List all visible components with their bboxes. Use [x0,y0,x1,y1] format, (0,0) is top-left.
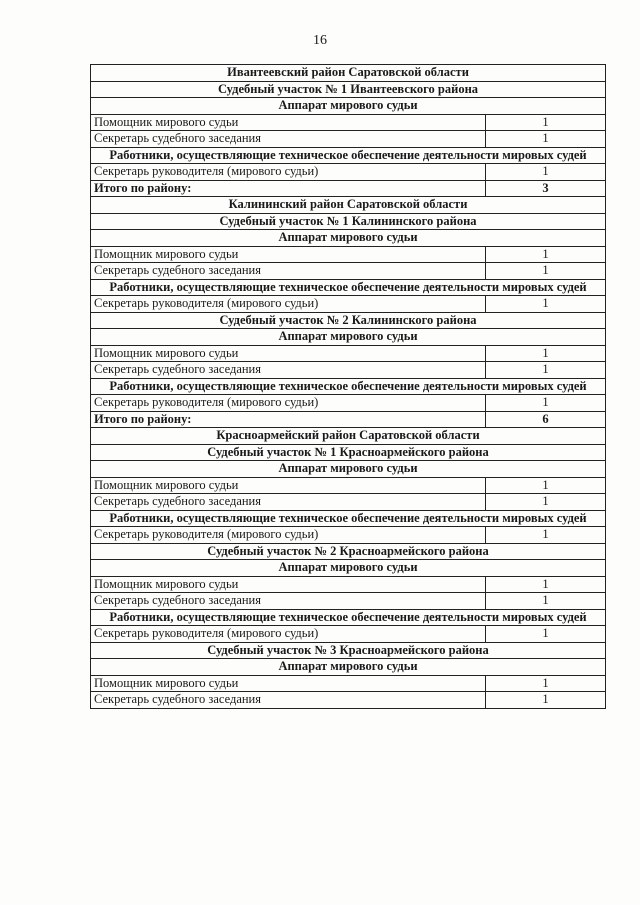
section-heading: Судебный участок № 2 Калининского района [91,312,606,329]
position-row [91,395,606,412]
position-count: 1 [486,395,606,412]
section-heading: Калининский район Саратовской области [91,197,606,214]
position-label: Помощник мирового судьи [91,114,486,131]
section-heading: Судебный участок № 1 Красноармейского района [91,444,606,461]
section-heading: Красноармейский район Саратовской области [91,428,606,445]
section-heading-row [91,378,606,395]
section-heading-row [91,560,606,577]
section-heading: Работники, осуществляющие техническое обеспечение деятельности мировых судей [91,279,606,296]
position-label: Секретарь судебного заседания [91,593,486,610]
position-count: 1 [486,362,606,379]
position-count: 1 [486,345,606,362]
section-heading-row [91,147,606,164]
section-heading-row [91,213,606,230]
district-total-row [91,411,606,428]
section-heading-row [91,642,606,659]
position-count: 1 [486,246,606,263]
section-heading-row [91,659,606,676]
position-label: Помощник мирового судьи [91,345,486,362]
position-count: 1 [486,131,606,148]
position-row [91,675,606,692]
position-row [91,494,606,511]
position-row [91,114,606,131]
section-heading-row [91,98,606,115]
section-heading-row [91,543,606,560]
staff-table-body [91,65,606,709]
section-heading: Судебный участок № 2 Красноармейского района [91,543,606,560]
position-count: 1 [486,593,606,610]
position-label: Секретарь судебного заседания [91,131,486,148]
position-label: Помощник мирового судьи [91,246,486,263]
section-heading: Аппарат мирового судьи [91,461,606,478]
position-label: Секретарь судебного заседания [91,494,486,511]
section-heading: Аппарат мирового судьи [91,659,606,676]
position-row [91,626,606,643]
position-row [91,527,606,544]
position-count: 1 [486,114,606,131]
section-heading: Ивантеевский район Саратовской области [91,65,606,82]
section-heading: Работники, осуществляющие техническое обеспечение деятельности мировых судей [91,609,606,626]
section-heading-row [91,428,606,445]
position-label: Помощник мирового судьи [91,477,486,494]
position-label: Секретарь руководителя (мирового судьи) [91,527,486,544]
page-number: 16 [313,33,327,48]
position-label: Помощник мирового судьи [91,675,486,692]
section-heading-row [91,510,606,527]
section-heading: Аппарат мирового судьи [91,560,606,577]
position-row [91,131,606,148]
section-heading-row [91,230,606,247]
position-label: Секретарь судебного заседания [91,263,486,280]
section-heading-row [91,461,606,478]
position-label: Помощник мирового судьи [91,576,486,593]
position-label: Секретарь руководителя (мирового судьи) [91,626,486,643]
section-heading: Судебный участок № 1 Калининского района [91,213,606,230]
section-heading-row [91,329,606,346]
position-count: 1 [486,494,606,511]
staff-table [90,64,606,709]
position-count: 1 [486,164,606,181]
position-count: 1 [486,527,606,544]
section-heading: Судебный участок № 1 Ивантеевского района [91,81,606,98]
position-count: 1 [486,675,606,692]
position-row [91,164,606,181]
section-heading-row [91,65,606,82]
position-count: 1 [486,263,606,280]
section-heading-row [91,279,606,296]
position-count: 1 [486,692,606,709]
position-row [91,345,606,362]
position-row [91,263,606,280]
position-row [91,246,606,263]
section-heading: Аппарат мирового судьи [91,98,606,115]
position-label: Секретарь судебного заседания [91,362,486,379]
section-heading-row [91,609,606,626]
position-label: Секретарь судебного заседания [91,692,486,709]
section-heading: Аппарат мирового судьи [91,230,606,247]
position-row [91,692,606,709]
total-value: 6 [486,411,606,428]
position-count: 1 [486,477,606,494]
section-heading: Работники, осуществляющие техническое обеспечение деятельности мировых судей [91,378,606,395]
section-heading: Аппарат мирового судьи [91,329,606,346]
section-heading: Судебный участок № 3 Красноармейского района [91,642,606,659]
section-heading: Работники, осуществляющие техническое обеспечение деятельности мировых судей [91,510,606,527]
position-row [91,362,606,379]
total-label: Итого по району: [91,180,486,197]
position-label: Секретарь руководителя (мирового судьи) [91,395,486,412]
section-heading-row [91,197,606,214]
total-value: 3 [486,180,606,197]
position-count: 1 [486,576,606,593]
position-row [91,296,606,313]
total-label: Итого по району: [91,411,486,428]
district-total-row [91,180,606,197]
section-heading-row [91,81,606,98]
position-row [91,477,606,494]
position-label: Секретарь руководителя (мирового судьи) [91,296,486,313]
section-heading: Работники, осуществляющие техническое обеспечение деятельности мировых судей [91,147,606,164]
position-count: 1 [486,296,606,313]
section-heading-row [91,312,606,329]
section-heading-row [91,444,606,461]
position-row [91,576,606,593]
position-count: 1 [486,626,606,643]
position-row [91,593,606,610]
position-label: Секретарь руководителя (мирового судьи) [91,164,486,181]
